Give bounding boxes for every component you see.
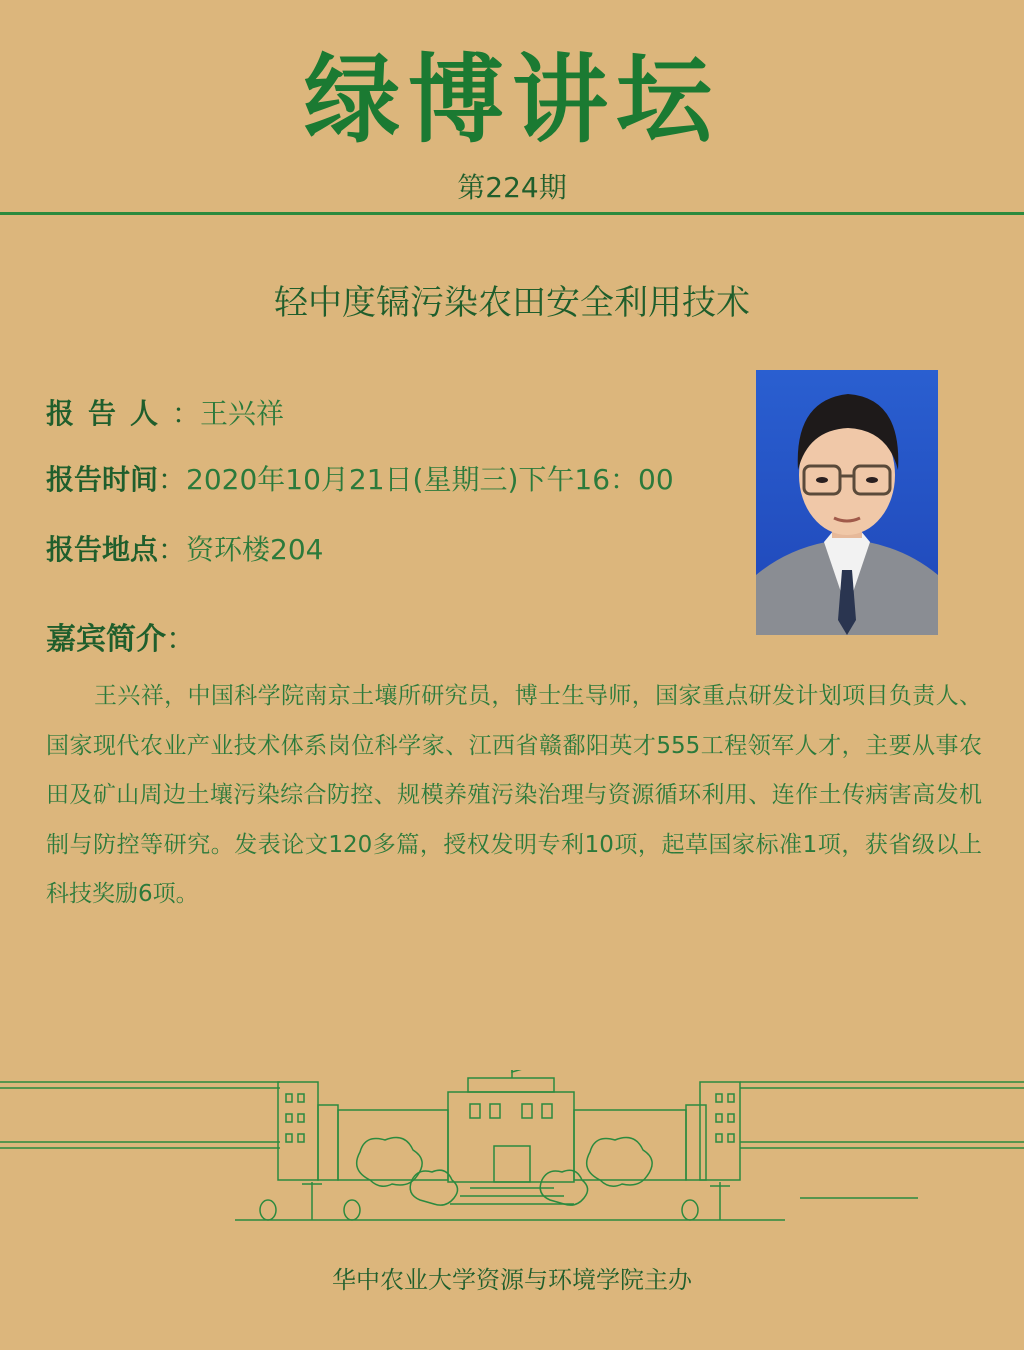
place-row xyxy=(46,530,323,570)
talk-title: 轻中度镉污染农田安全利用技术 xyxy=(274,283,750,323)
organizer-footer: 华中农业大学资源与环境学院主办 xyxy=(332,1266,692,1294)
guest-intro-label: 嘉宾简介 xyxy=(46,622,166,657)
place-value: 资环楼204 xyxy=(186,533,324,566)
place-label: 报告地点 xyxy=(46,533,159,566)
place-separator: ： xyxy=(158,533,187,566)
speaker-label: 报告人 xyxy=(46,397,173,430)
guest-intro-separator: ： xyxy=(166,622,196,657)
speaker-row xyxy=(46,394,284,434)
speaker-photo xyxy=(756,370,938,635)
time-row xyxy=(46,460,674,500)
issue-number: 第224期 xyxy=(457,171,567,204)
guest-intro-heading xyxy=(46,620,196,660)
campus-building-illustration xyxy=(0,1070,1024,1230)
guest-bio: 王兴祥，中国科学院南京土壤所研究员，博士生导师，国家重点研发计划项目负责人、国家现代农业产业技术体系岗位科学家、江西省赣鄱阳英才555工程领军人才，主要从事农田及矿山周边土壤污染综合防控、规模养殖污染治理与资源循环利用、连作土传病害高发机制与防控等研究。发表论文120多篇，授权发明专利10项，起草国家标准1项，获省级以上科技奖励6项。 xyxy=(46,683,982,907)
speaker-separator: ： xyxy=(172,397,201,430)
time-separator: ： xyxy=(158,463,187,496)
speaker-name: 王兴祥 xyxy=(200,397,285,430)
time-label: 报告时间 xyxy=(46,463,159,496)
header-divider xyxy=(0,212,1024,215)
page-title: 绿博讲坛 xyxy=(304,44,720,156)
time-value: 2020年10月21日(星期三)下午16：00 xyxy=(186,463,674,496)
speaker-portrait-illustration xyxy=(756,370,938,635)
